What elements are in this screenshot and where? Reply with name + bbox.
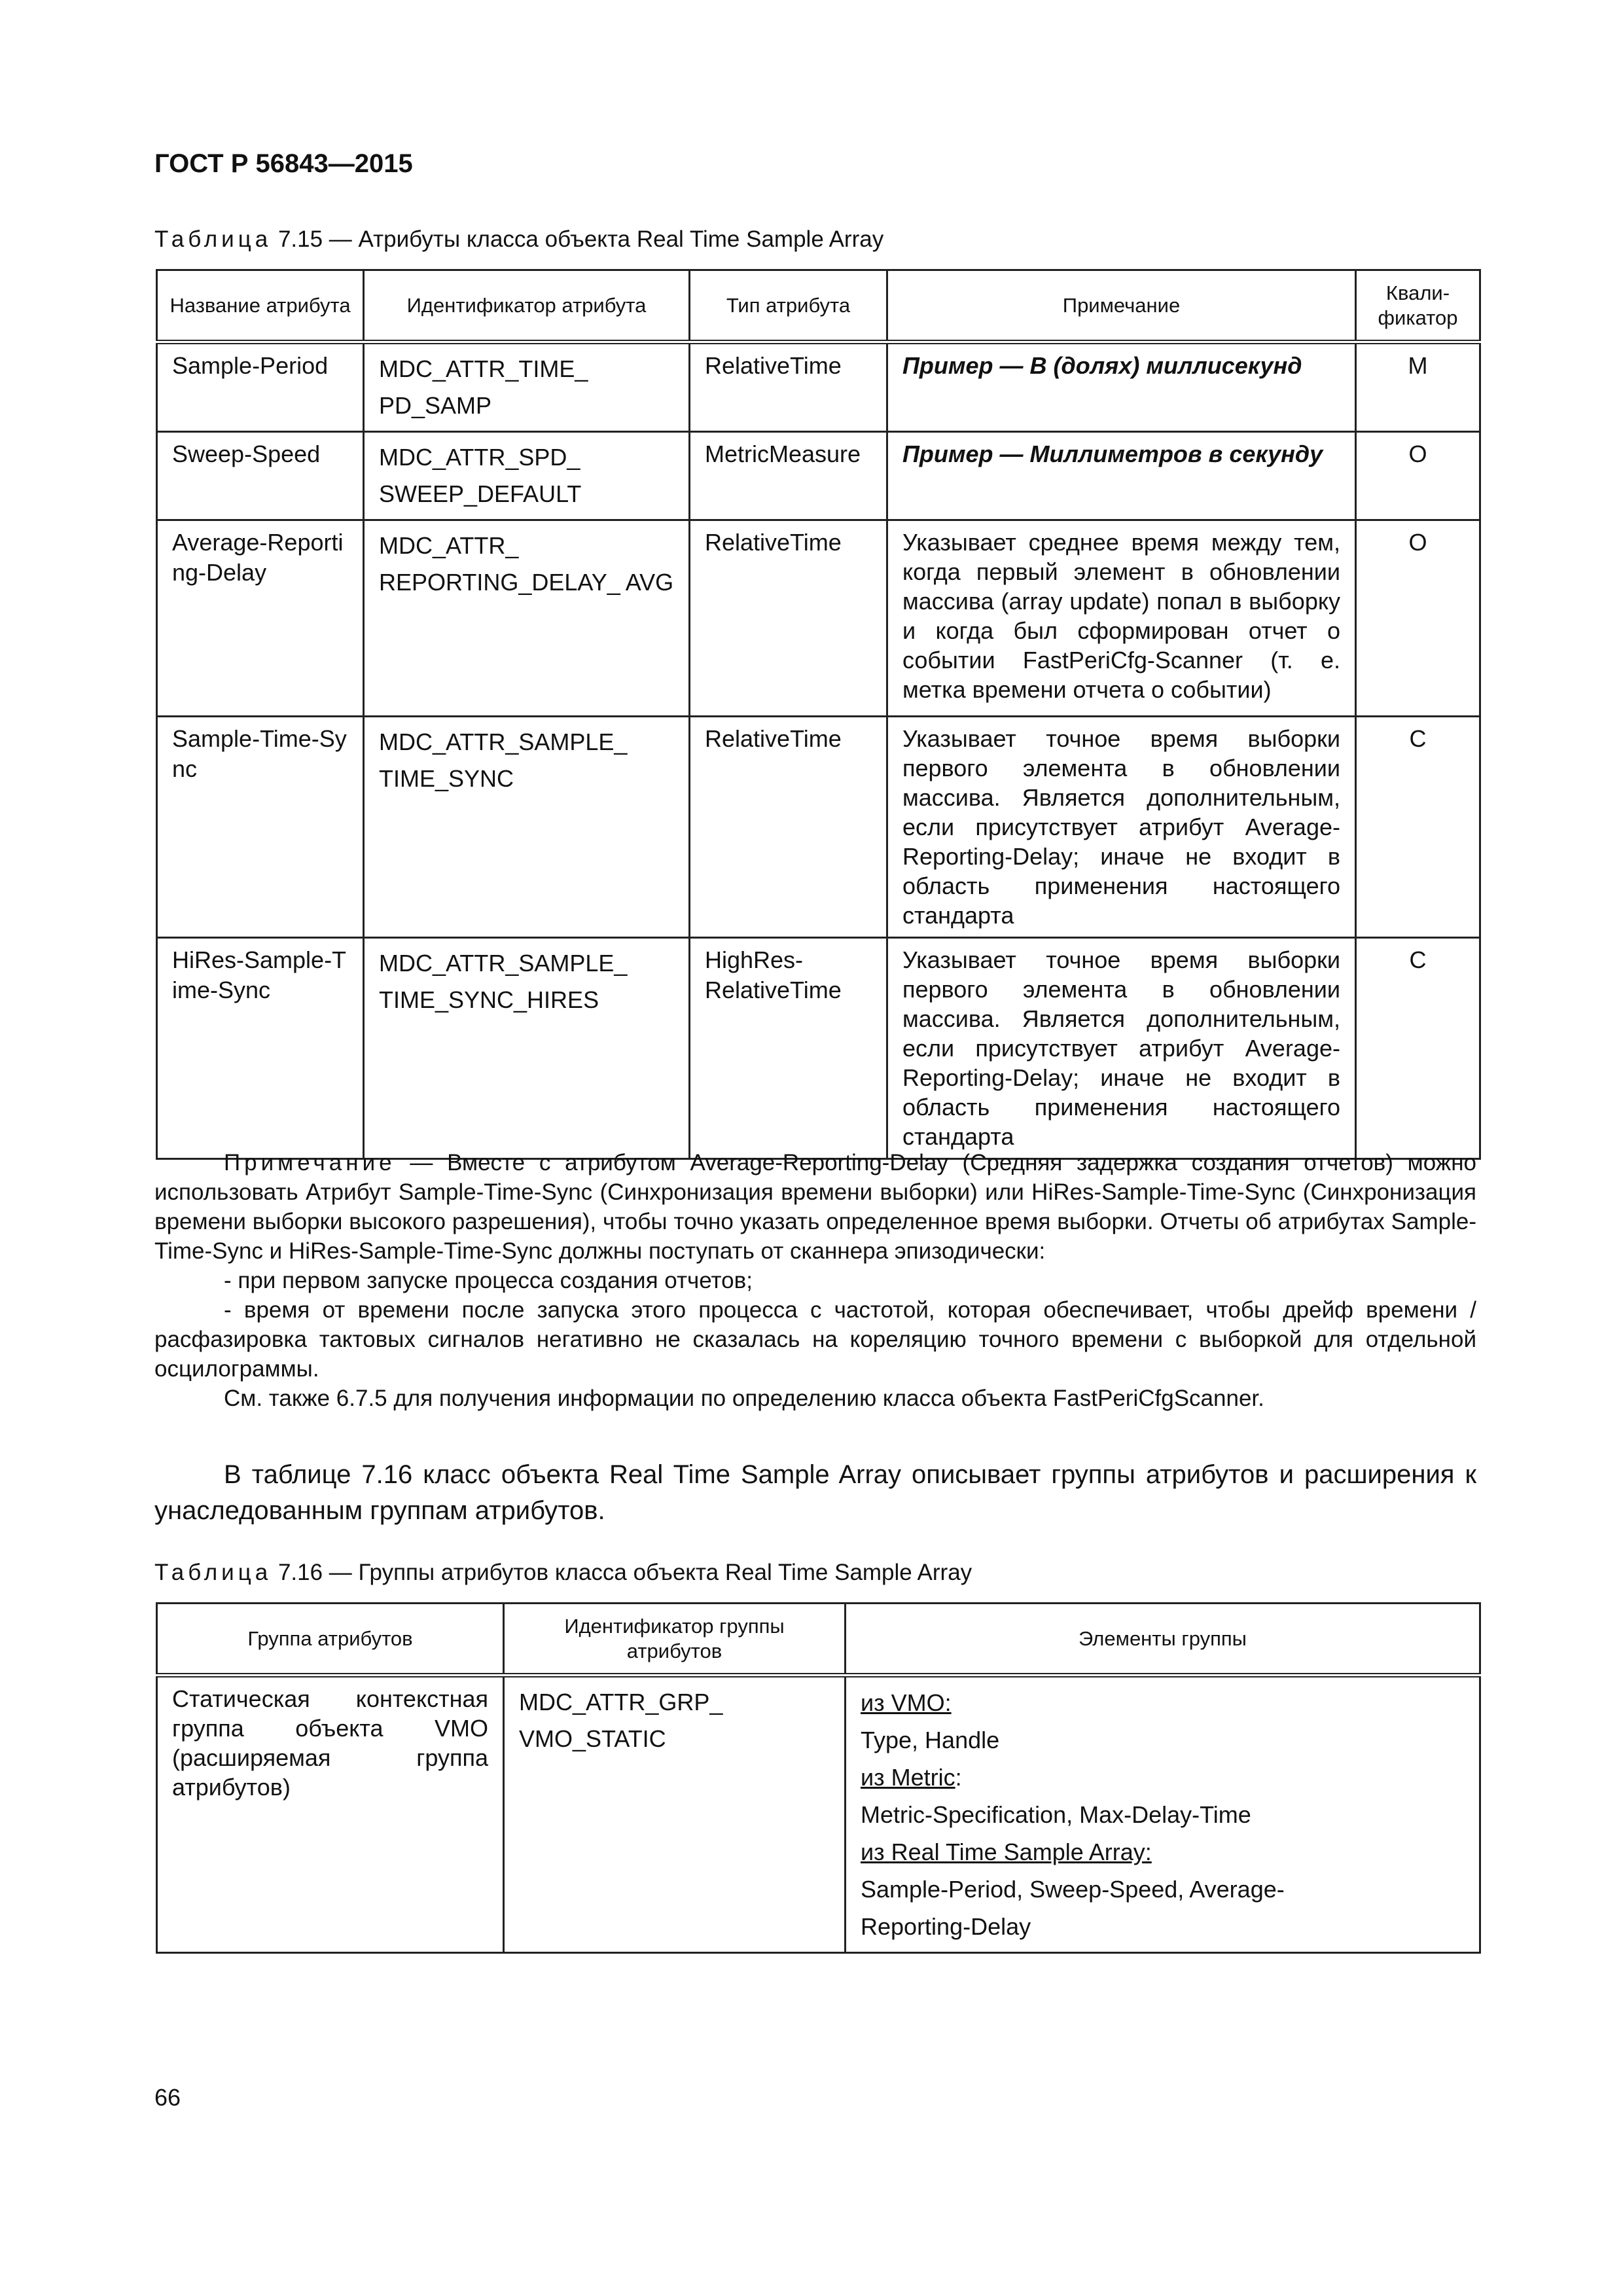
attribute-note: Указывает среднее время между тем, когда первый элемент в обновлении массива (array update) попал в выборку и когда был сформирован отчет о событии FastPeriCfg-Scanner (т. е. метка времени отчета о событии) <box>887 520 1356 717</box>
attribute-type: RelativeTime <box>690 717 887 938</box>
table-row <box>157 938 1480 1159</box>
table-7-16 <box>156 1602 1481 1954</box>
from-metric-label: из Metric <box>861 1764 955 1791</box>
attribute-qualifier: C <box>1356 938 1480 1159</box>
note-label: Примечание <box>224 1150 396 1175</box>
header-note: Примечание <box>887 270 1356 342</box>
group-elements <box>846 1676 1480 1953</box>
attribute-name: Sample-Time-Sync <box>157 717 364 938</box>
attribute-id: MDC_ATTR_SPD_ SWEEP_DEFAULT <box>364 432 690 520</box>
group-id-line: VMO_STATIC <box>519 1725 666 1752</box>
metric-items: Metric-Specification, Max-Delay-Time <box>861 1801 1251 1828</box>
page-number: 66 <box>154 2084 181 2111</box>
caption-label: Таблица <box>154 1560 272 1585</box>
note-paragraph <box>154 1148 1476 1266</box>
table-7-16-caption <box>154 1560 972 1586</box>
attribute-qualifier: C <box>1356 717 1480 938</box>
table-row <box>157 342 1480 432</box>
table-row <box>157 1676 1480 1953</box>
attribute-note: Пример — Миллиметров в секунду <box>887 432 1356 520</box>
attribute-id: MDC_ATTR_TIME_ PD_SAMP <box>364 342 690 432</box>
attribute-name: HiRes-Sample-Time-Sync <box>157 938 364 1159</box>
header-group: Группа атрибутов <box>157 1604 504 1676</box>
attribute-name: Sample-Period <box>157 342 364 432</box>
attribute-name: Average-Reporting-Delay <box>157 520 364 717</box>
attribute-note: Пример — В (долях) миллисекунд <box>887 342 1356 432</box>
note-text: — Вместе с атрибутом Average-Reporting-Delay (Средняя задержка создания отчетов) можно использовать Атрибут Sample-Time-Sync (Синхронизация времени выборки) или HiRes-Sample-Time-Sync (Синхронизация времени выборки высокого разрешения), чтобы точно указать определенное время выборки. Отчеты об атрибутах Sample-Time-Sync и HiRes-Sample-Time-Sync должны поступать от сканнера эпизодически: <box>154 1150 1476 1264</box>
from-vmo-label: из VMO: <box>861 1689 952 1716</box>
note-block <box>154 1148 1476 1413</box>
table-7-15-caption <box>154 226 883 253</box>
rtsa-items: Sample-Period, Sweep-Speed, Average- <box>861 1876 1285 1903</box>
attribute-note: Указывает точное время выборки первого элемента в обновлении массива. Является дополнительным, если присутствует атрибут Average-Reporting-Delay; иначе не входит в область применения настоящего стандарта <box>887 938 1356 1159</box>
attribute-type: RelativeTime <box>690 342 887 432</box>
group-id-line: MDC_ATTR_GRP_ <box>519 1689 723 1715</box>
group-id <box>504 1676 846 1953</box>
caption-text: 7.16 — Группы атрибутов класса объекта Real Time Sample Array <box>272 1560 972 1585</box>
attribute-qualifier: O <box>1356 520 1480 717</box>
attribute-id: MDC_ATTR_ REPORTING_DELAY_ AVG <box>364 520 690 717</box>
document-standard-number: ГОСТ Р 56843—2015 <box>154 149 413 178</box>
caption-label: Таблица <box>154 226 272 252</box>
table-row <box>157 432 1480 520</box>
attribute-qualifier: O <box>1356 432 1480 520</box>
table-7-15 <box>156 269 1481 1160</box>
from-rtsa-label: из Real Time Sample Array: <box>861 1839 1152 1865</box>
note-see-also: См. также 6.7.5 для получения информации по определению класса объекта FastPeriCfgScanner. <box>224 1386 1264 1411</box>
header-group-id: Идентификатор группы атрибутов <box>504 1604 846 1676</box>
vmo-items: Type, Handle <box>861 1727 1000 1753</box>
attribute-qualifier: M <box>1356 342 1480 432</box>
header-qualifier: Квали-фикатор <box>1356 270 1480 342</box>
header-group-elements: Элементы группы <box>846 1604 1480 1676</box>
attribute-note: Указывает точное время выборки первого элемента в обновлении массива. Является дополнительным, если присутствует атрибут Average-Reporting-Delay; иначе не входит в область применения настоящего стандарта <box>887 717 1356 938</box>
header-attribute-id: Идентификатор атрибута <box>364 270 690 342</box>
colon: : <box>955 1764 962 1791</box>
caption-text: 7.15 — Атрибуты класса объекта Real Time Sample Array <box>272 226 884 252</box>
attribute-type: MetricMeasure <box>690 432 887 520</box>
from-metric-line <box>861 1759 1465 1796</box>
header-attribute-type: Тип атрибута <box>690 270 887 342</box>
attribute-type: HighRes-RelativeTime <box>690 938 887 1159</box>
attribute-type: RelativeTime <box>690 520 887 717</box>
table-row <box>157 520 1480 717</box>
attribute-id: MDC_ATTR_SAMPLE_ TIME_SYNC_HIRES <box>364 938 690 1159</box>
body-paragraph: В таблице 7.16 класс объекта Real Time Sample Array описывает группы атрибутов и расширения к унаследованным группам атрибутов. <box>154 1460 1476 1525</box>
rtsa-items: Reporting-Delay <box>861 1913 1031 1940</box>
group-name: Статическая контекстная группа объекта VMO (расширяемая группа атрибутов) <box>157 1676 504 1953</box>
attribute-id: MDC_ATTR_SAMPLE_ TIME_SYNC <box>364 717 690 938</box>
table-row <box>157 717 1480 938</box>
note-list-item: - время от времени после запуска этого процесса с частотой, которая обеспечивает, чтобы дрейф времени / расфазировка тактовых сигналов негативно не сказалась на кореляцию точного времени с выборкой для отдельной осцилограммы. <box>154 1297 1476 1382</box>
header-attribute-name: Название атрибута <box>157 270 364 342</box>
attribute-name: Sweep-Speed <box>157 432 364 520</box>
note-list-item: - при первом запуске процесса создания отчетов; <box>224 1268 753 1293</box>
